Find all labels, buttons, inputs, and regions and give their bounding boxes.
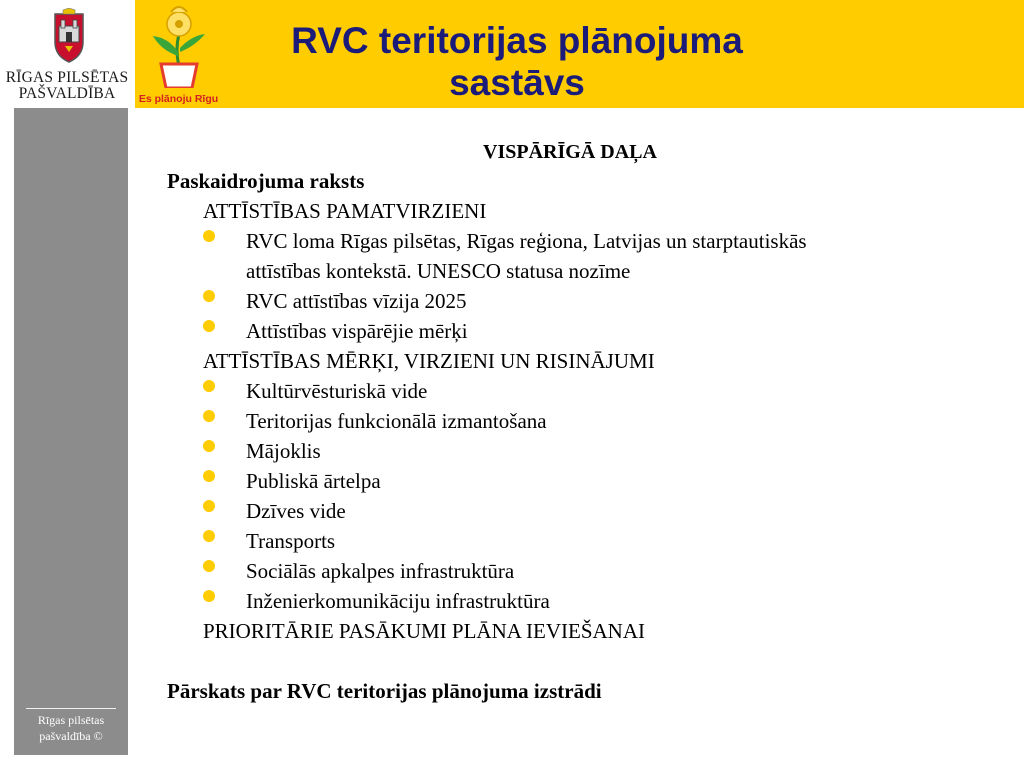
bullet-icon [203,470,215,482]
copyright-line2: pašvaldība © [39,729,103,743]
bullet-icon [203,410,215,422]
bullet-icon [203,320,215,332]
bullet-icon [203,500,215,512]
bullet-icon [203,590,215,602]
copyright-line1: Rīgas pilsētas [37,713,105,727]
list-item: Dzīves vide [246,499,346,523]
footer-heading: Pārskats par RVC teritorijas plānojuma izstrādi [167,679,602,703]
list-item: Sociālās apkalpes infrastruktūra [246,559,515,583]
group3-title: PRIORITĀRIE PASĀKUMI PLĀNA IEVIEŠANAI [203,619,645,643]
list-item: Attīstības vispārējie mērķi [246,319,468,343]
bullet-icon [203,380,215,392]
group2-title: ATTĪSTĪBAS MĒRĶI, VIRZIENI UN RISINĀJUMI [203,349,655,373]
section-heading: VISPĀRĪGĀ DAĻA [483,141,657,163]
bullet-icon [203,290,215,302]
list-item: Transports [246,529,336,553]
plant-logo-text: Es plānoju Rīgu [138,93,219,105]
group1-title: ATTĪSTĪBAS PAMATVIRZIENI [203,199,487,223]
slide-title-line2: sastāvs [449,62,585,103]
slide-title-line1: RVC teritorijas plānojuma [291,20,743,61]
list-item: Teritorijas funkcionālā izmantošana [246,409,547,433]
list-item: Publiskā ārtelpa [246,469,381,493]
list-item: Inženierkomunikāciju infrastruktūra [246,589,550,613]
list-item: RVC attīstības vīzija 2025 [246,289,467,313]
list-item: RVC loma Rīgas pilsētas, Rīgas reģiona, Latvijas un starptautiskās [246,229,807,253]
organization-name-line2: PAŠVALDĪBA [18,85,116,102]
list-item-continuation: attīstības kontekstā. UNESCO statusa nozīme [246,259,631,283]
list-item: Mājoklis [246,439,321,463]
bullet-icon [203,560,215,572]
list-item: Kultūrvēsturiskā vide [246,379,428,403]
bullet-icon [203,230,215,242]
bullet-icon [203,440,215,452]
organization-name-line1: RĪGAS PILSĒTAS [5,69,129,86]
bullet-icon [203,530,215,542]
subheading: Paskaidrojuma raksts [167,169,365,193]
